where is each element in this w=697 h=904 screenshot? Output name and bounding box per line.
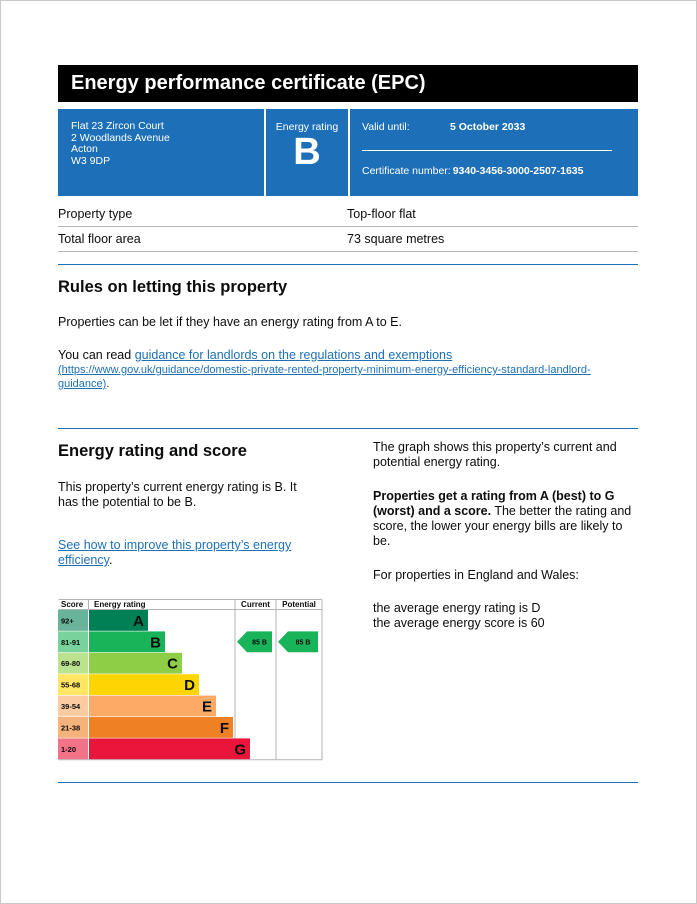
chart-header-potential: Potential <box>282 600 316 609</box>
landlord-guidance-text <box>58 348 638 363</box>
band-score-label: 81-91 <box>61 637 81 647</box>
certificate-number-label: Certificate number: <box>362 165 451 177</box>
band-bar-f <box>89 717 233 738</box>
section-divider <box>58 782 638 783</box>
graph-description: The graph shows this property’s current and potential energy rating. <box>373 440 617 469</box>
validity-box <box>350 109 638 196</box>
band-letter-e: E <box>201 698 212 716</box>
letting-rules-text: Properties can be let if they have an energy rating from A to E. <box>58 315 402 329</box>
property-table <box>58 202 638 252</box>
valid-until-label: Valid until: <box>362 121 410 133</box>
average-intro: For properties in England and Wales: <box>373 568 579 582</box>
floor-area-value: 73 square metres <box>347 232 445 246</box>
energy-heading: Energy rating and score <box>58 442 247 460</box>
chart-bands <box>58 610 250 759</box>
certificate <box>58 65 638 783</box>
chart-header-score: Score <box>61 600 84 609</box>
energy-section <box>58 440 638 761</box>
letting-rules-heading: Rules on letting this property <box>58 278 288 296</box>
guidance-url <box>58 363 638 391</box>
band-score-label: 39-54 <box>61 702 81 711</box>
energy-left-column <box>58 440 316 761</box>
guidance-suffix: . <box>106 378 110 390</box>
energy-rating-box <box>266 109 348 196</box>
guidance-url-link-1[interactable]: (https://www.gov.uk/guidance/domestic-private-rented-property-minimum-energy-efficiency-standard-landlord- <box>58 364 591 376</box>
letting-rules-section <box>58 278 638 391</box>
energy-right-column <box>373 440 637 761</box>
address-line-3: Acton <box>71 143 98 155</box>
floor-area-label: Total floor area <box>58 232 141 246</box>
property-type-label: Property type <box>58 207 133 221</box>
rating-explanation-follow: The better the rating and score, the lower your energy bills are likely to be. <box>373 504 632 548</box>
band-bar-g <box>89 738 250 759</box>
energy-rating-label: Energy rating <box>275 121 339 133</box>
band-score-label: 1-20 <box>61 744 77 754</box>
table-row <box>58 227 638 252</box>
rating-explanation-bold: Properties get a rating from A (best) to G (worst) and a score. <box>373 489 615 518</box>
chart-markers <box>237 631 318 652</box>
energy-rating-letter: B <box>293 131 321 173</box>
current-rating-text: This property’s current energy rating is B. It has the potential to be B. <box>58 480 297 509</box>
band-letter-d: D <box>184 677 195 695</box>
section-divider <box>58 264 638 265</box>
address-line-2: 2 Woodlands Avenue <box>71 131 170 144</box>
address-postcode: W3 9DP <box>71 154 111 167</box>
rating-explanation <box>373 489 637 549</box>
band-score-label: 21-38 <box>61 723 81 733</box>
average-rating: the average energy rating is D <box>373 601 541 615</box>
improve-suffix: . <box>108 553 113 567</box>
band-bar-e <box>89 696 216 717</box>
energy-rating-chart <box>58 599 323 761</box>
certificate-number-value: 9340-3456-3000-2507-1635 <box>452 165 584 177</box>
guidance-prefix: You can read <box>58 348 135 362</box>
average-score: the average energy score is 60 <box>373 616 545 630</box>
band-score-label: 92+ <box>61 616 74 626</box>
guidance-url-link-2[interactable]: guidance) <box>58 378 107 390</box>
property-type-value: Top-floor flat <box>347 207 416 221</box>
address-block <box>58 109 264 196</box>
band-letter-c: C <box>167 655 178 673</box>
band-letter-f: F <box>219 719 229 737</box>
potential-rating-label: 85 B <box>295 639 311 647</box>
band-score-label: 69-80 <box>61 659 81 669</box>
band-score-label: 55-68 <box>61 680 81 690</box>
chart-header-current: Current <box>241 600 270 609</box>
band-letter-a: A <box>133 612 144 630</box>
summary-panel <box>58 109 638 196</box>
landlord-guidance-link[interactable]: guidance for landlords on the regulations and exemptions <box>134 348 453 362</box>
table-row <box>58 202 638 227</box>
valid-until-value: 5 October 2033 <box>450 121 526 133</box>
chart-header-rating: Energy rating <box>94 600 146 609</box>
validity-divider <box>362 150 612 151</box>
improve-efficiency-link[interactable]: See how to improve this property’s energy efficiency <box>58 538 292 567</box>
band-letter-b: B <box>150 634 161 652</box>
band-letter-g: G <box>234 741 246 759</box>
address-line-1: Flat 23 Zircon Court <box>71 120 164 132</box>
band-bar-d <box>89 674 199 695</box>
page-title: Energy performance certificate (EPC) <box>58 65 638 102</box>
current-rating-label: 85 B <box>252 639 267 647</box>
section-divider <box>58 428 638 429</box>
